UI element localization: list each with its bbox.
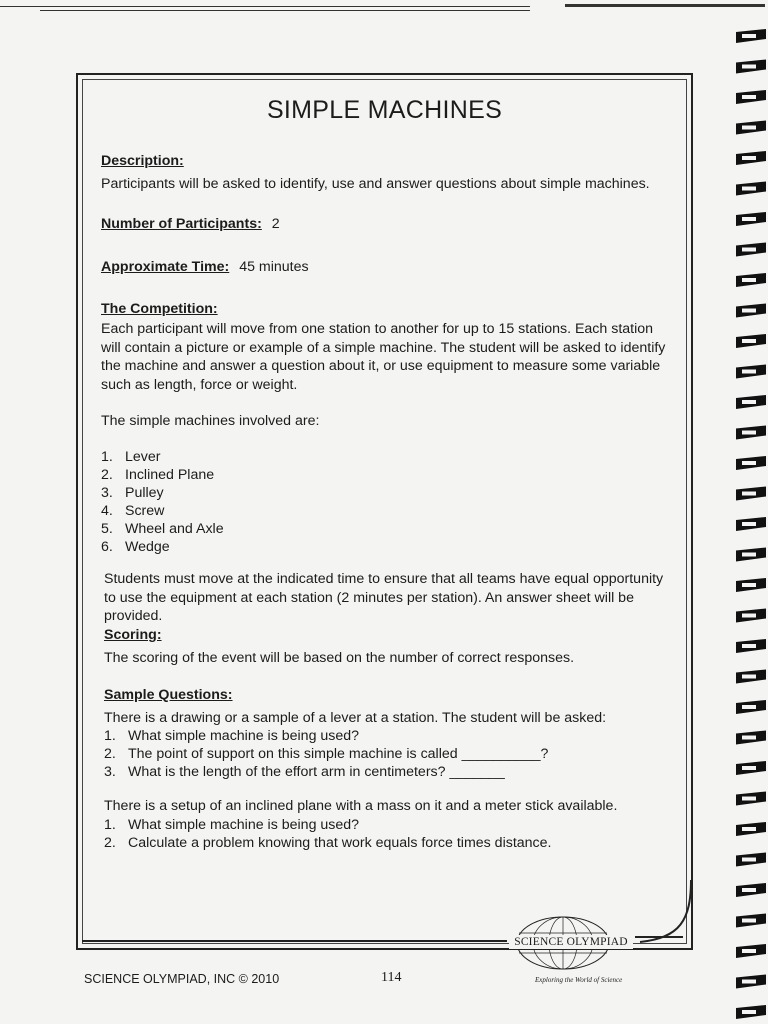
footer-copyright: SCIENCE OLYMPIAD, INC © 2010 [84,972,280,986]
time-value: 45 minutes [239,259,309,275]
participants-row [101,215,280,234]
page-title: SIMPLE MACHINES [266,96,503,124]
science-olympiad-logo [505,915,635,971]
logo-tagline: Exploring the World of Science [535,976,623,984]
sample-questions-2 [104,816,551,852]
samples-heading: Sample Questions: [104,687,233,703]
list-item: 6. Wedge [101,539,170,555]
description-heading: Description: [101,153,184,169]
list-item: 3. Pulley [101,485,164,501]
list-item: 1. What simple machine is being used? [104,817,360,833]
participants-heading: Number of Participants: [101,216,262,232]
logo-rule [82,940,507,942]
list-item: 1. Lever [101,449,161,465]
logo-rule-right [635,936,683,938]
list-item: 2. Inclined Plane [101,467,215,483]
competition-paragraph: Each participant will move from one station to another for up to 15 stations. Each station will contain a picture or example of a simple machine. The student will be asked to identify the machine and answer a question about it, or use equipment to measure some variable such as length, force or weight. [101,321,666,393]
machines-intro: The simple machines involved are: [101,413,320,429]
samples-intro-2: There is a setup of an inclined plane with a mass on it and a meter stick available. [104,798,618,814]
page-number: 114 [381,970,402,985]
list-item: 5. Wheel and Axle [101,521,224,537]
list-item: 3. What is the length of the effort arm in centimeters? _______ [104,764,505,780]
participants-value: 2 [271,216,280,232]
competition-heading: The Competition: [101,301,218,317]
list-item: 2. The point of support on this simple machine is called __________? [104,746,549,762]
top-rule-1 [0,6,530,7]
competition-closing: Students must move at the indicated time to ensure that all teams have equal opportunity to use the equipment at each station (2 minutes per station). An answer sheet will be provided. [104,571,664,624]
scoring-heading: Scoring: [104,627,162,643]
machines-list [101,448,224,556]
spiral-binding [732,0,768,1024]
logo-text: SCIENCE OLYMPIAD [509,935,633,949]
samples-intro-1: There is a drawing or a sample of a lever at a station. The student will be asked: [104,710,607,726]
list-item: 2. Calculate a problem knowing that work equals force times distance. [104,835,552,851]
scoring-text: The scoring of the event will be based on the number of correct responses. [104,650,575,666]
description-text: Participants will be asked to identify, use and answer questions about simple machines. [101,176,650,192]
list-item: 1. What simple machine is being used? [104,728,360,744]
time-heading: Approximate Time: [101,259,230,275]
top-rule-2 [40,10,530,11]
sample-questions-1 [104,727,548,781]
list-item: 4. Screw [101,503,165,519]
time-row [101,258,309,277]
